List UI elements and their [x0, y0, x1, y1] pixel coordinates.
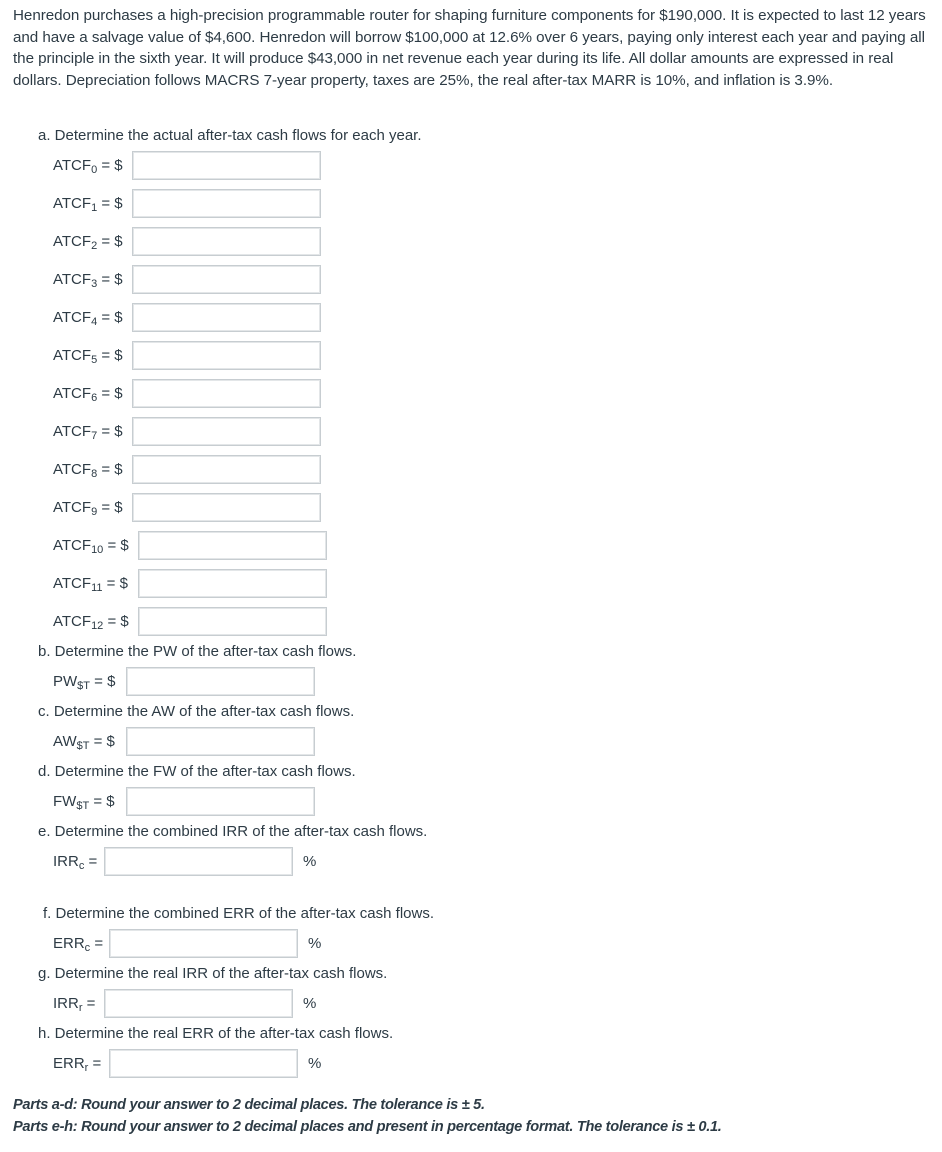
part-c-title: c. Determine the AW of the after-tax cash flows. — [38, 703, 355, 720]
rounding-note-a-d: Parts a-d: Round your answer to 2 decimal places. The tolerance is ± 5. — [13, 1097, 485, 1113]
fw-label: $FW_{\$T}$ = $ — [53, 793, 115, 812]
atcf-8-label: $ATCF_8$ = $ — [53, 461, 123, 480]
percent-unit: % — [303, 995, 317, 1012]
aw-input[interactable] — [126, 727, 315, 756]
percent-unit: % — [303, 853, 317, 870]
atcf-9-label: $ATCF_9$ = $ — [53, 499, 123, 518]
atcf-5-label: $ATCF_5$ = $ — [53, 347, 123, 366]
irr-r-label: $IRR_r$ = — [53, 995, 96, 1014]
atcf-9-input[interactable] — [132, 493, 321, 522]
atcf-7-input[interactable] — [132, 417, 321, 446]
rounding-note-e-h: Parts e-h: Round your answer to 2 decimal places and present in percentage format. The tolerance is ± 0.1. — [13, 1119, 722, 1135]
irr-c-input[interactable] — [104, 847, 293, 876]
atcf-4-label: $ATCF_4$ = $ — [53, 309, 123, 328]
err-r-input[interactable] — [109, 1049, 298, 1078]
part-h-title: h. Determine the real ERR of the after-tax cash flows. — [38, 1025, 394, 1042]
atcf-6-label: $ATCF_6$ = $ — [53, 385, 123, 404]
atcf-8-input[interactable] — [132, 455, 321, 484]
atcf-0-label: $ATCF_0$ = $ — [53, 157, 123, 176]
err-c-label: $ERR_c$ = — [53, 935, 104, 954]
atcf-10-input[interactable] — [138, 531, 327, 560]
atcf-6-input[interactable] — [132, 379, 321, 408]
part-a-title: a. Determine the actual after-tax cash flows for each year. — [38, 127, 422, 144]
atcf-0-input[interactable] — [132, 151, 321, 180]
part-b-title: b. Determine the PW of the after-tax cash flows. — [38, 643, 357, 660]
atcf-12-input[interactable] — [138, 607, 327, 636]
atcf-2-input[interactable] — [132, 227, 321, 256]
atcf-11-label: $ATCF_{11}$ = $ — [53, 575, 128, 594]
part-g-title: g. Determine the real IRR of the after-tax cash flows. — [38, 965, 388, 982]
atcf-1-label: $ATCF_1$ = $ — [53, 195, 123, 214]
irr-c-label: $IRR_c$ = — [53, 853, 98, 872]
part-e-title: e. Determine the combined IRR of the after-tax cash flows. — [38, 823, 428, 840]
atcf-3-label: $ATCF_3$ = $ — [53, 271, 123, 290]
aw-label: $AW_{\$T}$ = $ — [53, 733, 115, 752]
atcf-2-label: $ATCF_2$ = $ — [53, 233, 123, 252]
problem-statement: Henredon purchases a high-precision programmable router for shaping furniture components for $190,000. It is expected to last 12 years and have a salvage value of $4,600. Henredon will borrow $100,000 at 12.6% over 6 years, paying only interest each year and paying all the principle in the sixth year. It will produce $43,000 in net revenue each year during its life. All dollar amounts are expressed in real dollars. Depreciation follows MACRS 7-year property, taxes are 25%, the real after-tax MARR is 10%, and inflation is 3.9%. — [13, 7, 926, 89]
atcf-10-label: $ATCF_{10}$ = $ — [53, 537, 129, 556]
err-r-label: $ERR_r$ = — [53, 1055, 102, 1074]
part-d-title: d. Determine the FW of the after-tax cash flows. — [38, 763, 356, 780]
pw-input[interactable] — [126, 667, 315, 696]
atcf-5-input[interactable] — [132, 341, 321, 370]
atcf-11-input[interactable] — [138, 569, 327, 598]
err-c-input[interactable] — [109, 929, 298, 958]
part-f-title: f. Determine the combined ERR of the after-tax cash flows. — [43, 905, 435, 922]
atcf-3-input[interactable] — [132, 265, 321, 294]
percent-unit: % — [308, 1055, 322, 1072]
atcf-4-input[interactable] — [132, 303, 321, 332]
pw-label: $PW_{\$T}$ = $ — [53, 673, 116, 692]
percent-unit: % — [308, 935, 322, 952]
atcf-7-label: $ATCF_7$ = $ — [53, 423, 123, 442]
atcf-1-input[interactable] — [132, 189, 321, 218]
irr-r-input[interactable] — [104, 989, 293, 1018]
fw-input[interactable] — [126, 787, 315, 816]
atcf-12-label: $ATCF_{12}$ = $ — [53, 613, 129, 632]
